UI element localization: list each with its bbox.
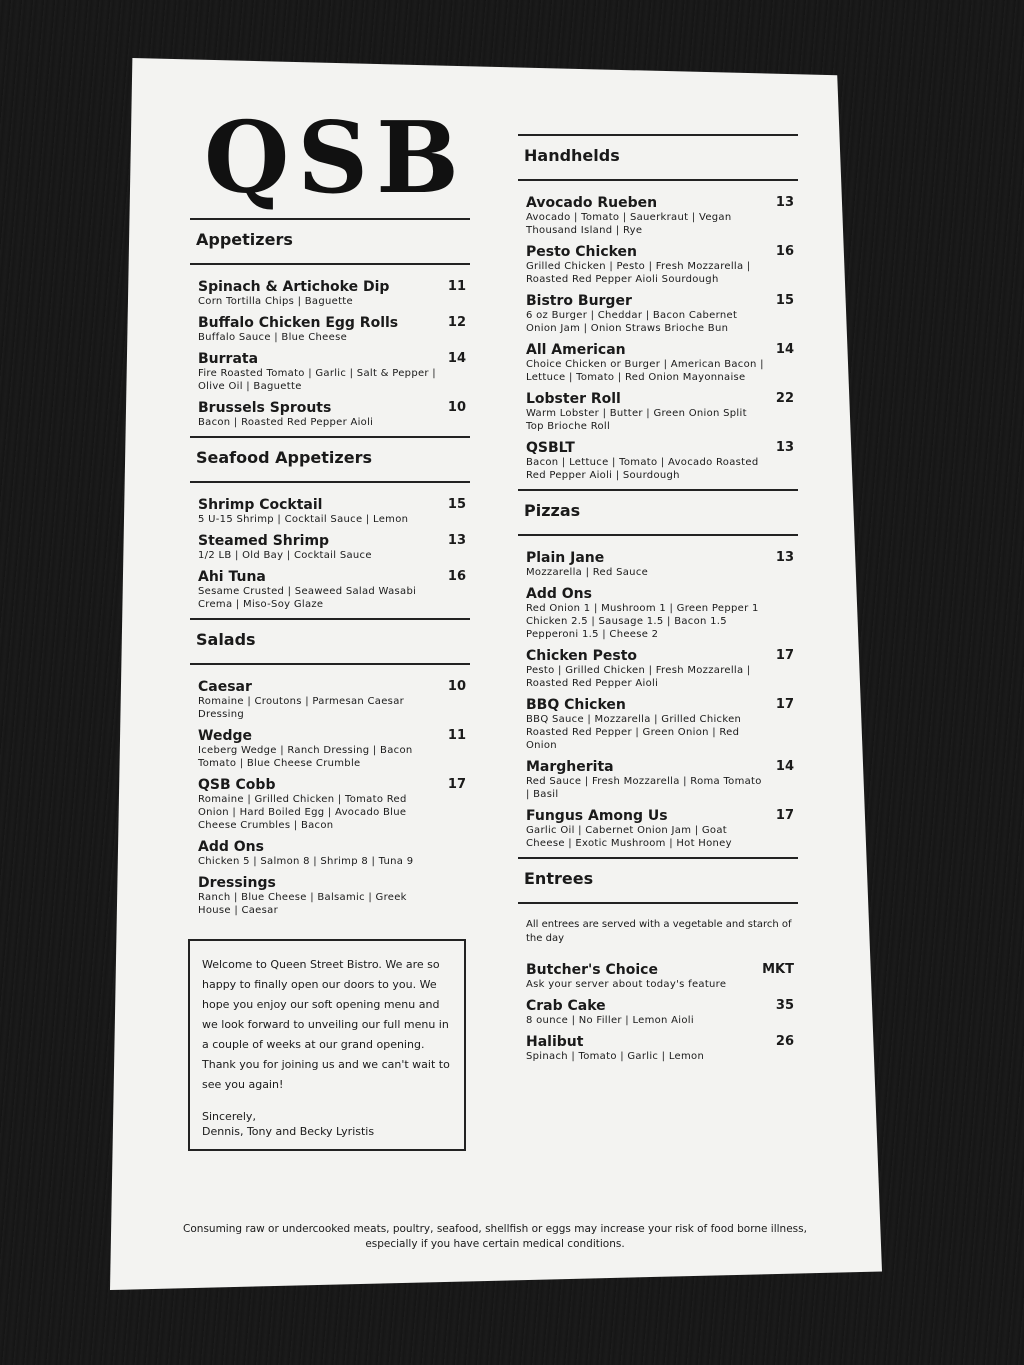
menu-item	[526, 244, 798, 286]
menu-item-price: 13	[447, 533, 466, 548]
section-title: Salads	[196, 630, 256, 649]
menu-item-price: 22	[775, 391, 794, 406]
section-divider	[190, 436, 470, 438]
food-safety-disclaimer: Consuming raw or undercooked meats, poultry, seafood, shellfish or eggs may increase your risk of food borne illness, especially if you have certain medical conditions.	[183, 1223, 807, 1250]
menu-item	[198, 839, 470, 868]
menu-item-description: Avocado | Tomato | Sauerkraut | Vegan Thousand Island | Rye	[526, 212, 732, 236]
menu-item-description: Corn Tortilla Chips | Baguette	[198, 296, 353, 307]
menu-item-name: Shrimp Cocktail	[198, 497, 323, 513]
menu-item	[198, 679, 470, 721]
welcome-box	[188, 939, 466, 1151]
section-divider	[190, 263, 470, 265]
menu-item-name: Caesar	[198, 679, 252, 695]
menu-item	[526, 586, 798, 641]
menu-item-name: Spinach & Artichoke Dip	[198, 279, 390, 295]
menu-item	[526, 759, 798, 801]
menu-item-description: BBQ Sauce | Mozzarella | Grilled Chicken Roasted Red Pepper | Green Onion | Red Onion	[526, 714, 742, 751]
section-salads	[190, 618, 470, 917]
menu-item-price: 13	[775, 195, 794, 210]
menu-item-name: Buffalo Chicken Egg Rolls	[198, 315, 399, 331]
menu-item-name: Ahi Tuna	[198, 569, 266, 585]
menu-item-price: 26	[775, 1034, 794, 1049]
section-title: Entrees	[524, 869, 594, 888]
section-divider	[518, 857, 798, 859]
menu-item	[198, 569, 470, 611]
menu-item	[526, 293, 798, 335]
section-divider	[518, 902, 798, 904]
menu-item	[526, 1034, 798, 1063]
menu-item-name: Pesto Chicken	[526, 244, 638, 260]
menu-item-description: Red Onion 1 | Mushroom 1 | Green Pepper 1 Chicken 2.5 | Sausage 1.5 | Bacon 1.5 Pepperoni 1.5 | Cheese 2	[526, 603, 759, 640]
menu-item-price: 17	[447, 777, 466, 792]
menu-item-price: 17	[775, 648, 794, 663]
menu-item-name: Burrata	[198, 351, 259, 367]
menu-item-description: Choice Chicken or Burger | American Bacon | Lettuce | Tomato | Red Onion Mayonnaise	[526, 359, 764, 383]
menu-item	[526, 648, 798, 690]
menu-item-name: Plain Jane	[526, 550, 605, 566]
menu-item-description: Mozzarella | Red Sauce	[526, 567, 649, 578]
menu-item-description: Ranch | Blue Cheese | Balsamic | Greek House | Caesar	[198, 892, 407, 916]
menu-item	[526, 391, 798, 433]
menu-item-price: 11	[447, 279, 466, 294]
menu-item-price: 17	[775, 808, 794, 823]
section-divider	[190, 481, 470, 483]
menu-item-description: Fire Roasted Tomato | Garlic | Salt & Pepper | Olive Oil | Baguette	[198, 368, 436, 392]
menu-item-description: 5 U-15 Shrimp | Cocktail Sauce | Lemon	[198, 514, 409, 525]
menu-item-name: Chicken Pesto	[526, 648, 638, 664]
menu-item	[526, 998, 798, 1027]
menu-item	[526, 550, 798, 579]
menu-item-description: Bacon | Lettuce | Tomato | Avocado Roasted Red Pepper Aioli | Sourdough	[526, 457, 759, 481]
section-divider	[518, 134, 798, 136]
left-column	[190, 101, 470, 1151]
menu-item	[198, 315, 470, 344]
menu-item-name: Halibut	[526, 1034, 584, 1050]
menu-item-name: BBQ Chicken	[526, 697, 626, 713]
menu-item-description: Garlic Oil | Cabernet Onion Jam | Goat Cheese | Exotic Mushroom | Hot Honey	[526, 825, 732, 849]
section-divider	[190, 618, 470, 620]
section-title: Handhelds	[524, 146, 620, 165]
welcome-signature: Dennis, Tony and Becky Lyristis	[202, 1125, 375, 1138]
menu-item-price: 15	[775, 293, 794, 308]
menu-item-name: Fungus Among Us	[526, 808, 668, 824]
menu-item-name: Crab Cake	[526, 998, 606, 1014]
section-entrees	[518, 857, 798, 1063]
section-note: All entrees are served with a vegetable and starch of the day	[526, 919, 792, 944]
menu-item	[198, 400, 470, 429]
menu-item	[526, 697, 798, 752]
section-divider	[518, 489, 798, 491]
menu-item-description: Pesto | Grilled Chicken | Fresh Mozzarella | Roasted Red Pepper Aioli	[526, 665, 751, 689]
menu-item-price: 15	[447, 497, 466, 512]
right-column	[518, 128, 798, 1070]
menu-item-price: 10	[447, 679, 466, 694]
menu-item-description: Iceberg Wedge | Ranch Dressing | Bacon Tomato | Blue Cheese Crumble	[198, 745, 413, 769]
menu-item-price: MKT	[762, 962, 794, 977]
menu-item-name: Bistro Burger	[526, 293, 632, 309]
menu-item-price: 13	[775, 550, 794, 565]
welcome-closing: Sincerely,	[202, 1110, 256, 1123]
menu-item	[198, 351, 470, 393]
menu-item-price: 14	[775, 342, 794, 357]
menu-item-name: Lobster Roll	[526, 391, 621, 407]
menu-item-description: Spinach | Tomato | Garlic | Lemon	[526, 1051, 705, 1062]
menu-item-name: Add Ons	[198, 839, 264, 855]
menu-item-price: 17	[775, 697, 794, 712]
menu-item	[198, 875, 470, 917]
menu-item-price: 10	[447, 400, 466, 415]
menu-item-description: Sesame Crusted | Seaweed Salad Wasabi Crema | Miso-Soy Glaze	[198, 586, 417, 610]
menu-item-price: 12	[447, 315, 466, 330]
menu-item	[198, 279, 470, 308]
menu-item-description: Warm Lobster | Butter | Green Onion Split Top Brioche Roll	[526, 408, 747, 432]
menu-item-name: Avocado Rueben	[526, 195, 658, 211]
menu-item-price: 13	[775, 440, 794, 455]
menu-item-price: 14	[447, 351, 466, 366]
section-seafood-appetizers	[190, 436, 470, 611]
menu-item-description: Romaine | Grilled Chicken | Tomato Red Onion | Hard Boiled Egg | Avocado Blue Cheese Crumbles | Bacon	[198, 794, 407, 831]
menu-item-description: 6 oz Burger | Cheddar | Bacon Cabernet Onion Jam | Onion Straws Brioche Bun	[526, 310, 738, 334]
menu-item	[526, 962, 798, 991]
menu-item-price: 11	[447, 728, 466, 743]
menu-item-name: Wedge	[198, 728, 252, 744]
section-title: Appetizers	[196, 230, 293, 249]
menu-item	[198, 497, 470, 526]
brand-logo: QSB	[204, 101, 467, 216]
menu-item-name: All American	[526, 342, 626, 358]
section-appetizers	[190, 218, 470, 429]
menu-item-description: Bacon | Roasted Red Pepper Aioli	[198, 417, 374, 428]
section-divider	[518, 179, 798, 181]
menu-item-name: Dressings	[198, 875, 276, 891]
section-divider	[190, 663, 470, 665]
menu-item	[526, 808, 798, 850]
menu-item	[198, 533, 470, 562]
menu-item-description: 8 ounce | No Filler | Lemon Aioli	[526, 1015, 694, 1026]
menu-item-description: 1/2 LB | Old Bay | Cocktail Sauce	[198, 550, 372, 561]
menu-item-name: Butcher's Choice	[526, 962, 658, 978]
menu-item	[198, 728, 470, 770]
menu-item-name: QSBLT	[526, 440, 575, 456]
menu-item	[198, 777, 470, 832]
menu-item-name: Margherita	[526, 759, 614, 775]
section-title: Seafood Appetizers	[196, 448, 372, 467]
menu-item-description: Ask your server about today's feature	[526, 979, 727, 990]
menu-item-description: Buffalo Sauce | Blue Cheese	[198, 332, 348, 343]
section-pizzas	[518, 489, 798, 850]
menu-item-name: Add Ons	[526, 586, 592, 602]
menu-item-price: 16	[775, 244, 794, 259]
menu-item	[526, 342, 798, 384]
menu-item-name: Steamed Shrimp	[198, 533, 330, 549]
welcome-message: Welcome to Queen Street Bistro. We are so happy to finally open our doors to you. We hope you enjoy our soft opening menu and we look forward to unveiling our full menu in a couple of weeks at our grand opening. Thank you for joining us and we can't wait to see you again!	[202, 958, 450, 1091]
menu-item-description: Red Sauce | Fresh Mozzarella | Roma Tomato | Basil	[526, 776, 762, 800]
section-divider	[190, 218, 470, 220]
menu-item-description: Grilled Chicken | Pesto | Fresh Mozzarella | Roasted Red Pepper Aioli Sourdough	[526, 261, 751, 285]
menu-item-description: Romaine | Croutons | Parmesan Caesar Dressing	[198, 696, 405, 720]
menu-item-name: QSB Cobb	[198, 777, 276, 793]
section-divider	[518, 534, 798, 536]
section-handhelds	[518, 134, 798, 482]
menu-item-price: 14	[775, 759, 794, 774]
section-title: Pizzas	[524, 501, 581, 520]
menu-item	[526, 440, 798, 482]
menu-item	[526, 195, 798, 237]
menu-item-price: 16	[447, 569, 466, 584]
menu-item-name: Brussels Sprouts	[198, 400, 332, 416]
menu-item-description: Chicken 5 | Salmon 8 | Shrimp 8 | Tuna 9	[198, 856, 414, 867]
menu-item-price: 35	[775, 998, 794, 1013]
